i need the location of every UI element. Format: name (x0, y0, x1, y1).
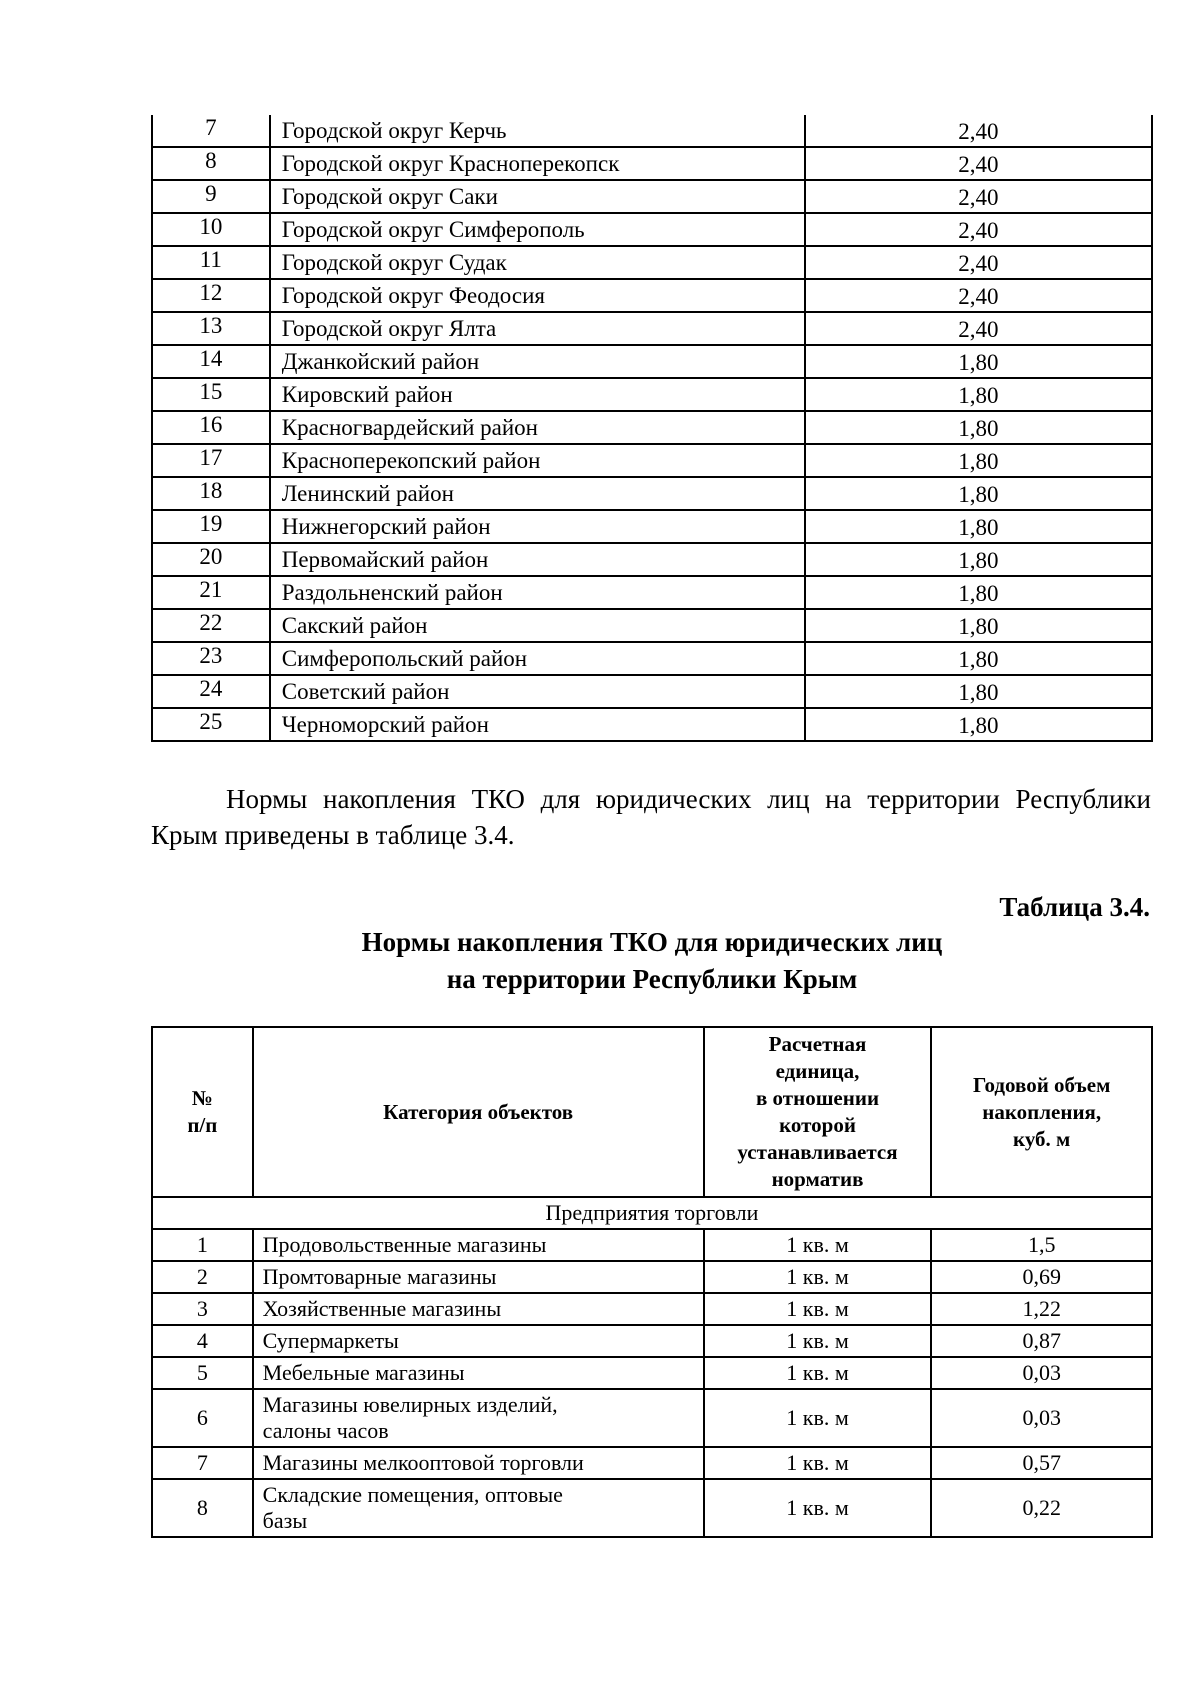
norm-value: 1,80 (805, 675, 1152, 708)
norm-value: 2,40 (805, 246, 1152, 279)
volume-value: 0,69 (931, 1261, 1152, 1293)
row-number: 4 (152, 1325, 253, 1357)
table-title-line-2: на территории Республики Крым (446, 964, 858, 994)
table-row (152, 411, 1152, 444)
municipality-name: Раздольненский район (270, 576, 805, 609)
table-row (152, 642, 1152, 675)
table-row (152, 378, 1152, 411)
row-number: 13 (152, 312, 270, 345)
volume-value: 0,03 (931, 1357, 1152, 1389)
row-number: 7 (152, 115, 270, 147)
table-row (152, 1229, 1152, 1261)
municipality-name: Нижнегорский район (270, 510, 805, 543)
volume-value: 0,57 (931, 1447, 1152, 1479)
table-row (152, 213, 1152, 246)
category-name: Хозяйственные магазины (253, 1293, 704, 1325)
norm-value: 1,80 (805, 378, 1152, 411)
category-name: Супермаркеты (253, 1325, 704, 1357)
unit-value: 1 кв. м (704, 1261, 932, 1293)
municipality-name: Городской округ Судак (270, 246, 805, 279)
table-row (152, 1389, 1152, 1447)
row-number: 18 (152, 477, 270, 510)
table-row (152, 345, 1152, 378)
municipality-name: Красноперекопский район (270, 444, 805, 477)
norm-value: 1,80 (805, 543, 1152, 576)
row-number: 17 (152, 444, 270, 477)
waste-norms-table-continued (151, 115, 1153, 742)
category-name: Продовольственные магазины (253, 1229, 704, 1261)
table-row (152, 312, 1152, 345)
municipality-name: Первомайский район (270, 543, 805, 576)
municipality-name: Городской округ Симферополь (270, 213, 805, 246)
row-number: 23 (152, 642, 270, 675)
norm-value: 2,40 (805, 312, 1152, 345)
municipality-name: Джанкойский район (270, 345, 805, 378)
unit-value: 1 кв. м (704, 1293, 932, 1325)
unit-value: 1 кв. м (704, 1479, 932, 1537)
table-row (152, 1447, 1152, 1479)
volume-value: 1,22 (931, 1293, 1152, 1325)
norm-value: 2,40 (805, 115, 1152, 147)
category-name: Магазины ювелирных изделий, салоны часов (253, 1389, 704, 1447)
row-number: 20 (152, 543, 270, 576)
row-number: 12 (152, 279, 270, 312)
category-name: Мебельные магазины (253, 1357, 704, 1389)
header-category: Категория объектов (253, 1027, 704, 1197)
row-number: 19 (152, 510, 270, 543)
row-number: 15 (152, 378, 270, 411)
table-row (152, 477, 1152, 510)
section-row (152, 1197, 1152, 1229)
header-volume: Годовой объем накопления, куб. м (931, 1027, 1152, 1197)
row-number: 1 (152, 1229, 253, 1261)
intro-paragraph: Нормы накопления ТКО для юридических лиц на территории Республики Крым приведены в таблице 3.4. (151, 784, 1151, 850)
table-row (152, 444, 1152, 477)
table-header-row (152, 1027, 1152, 1197)
row-number: 9 (152, 180, 270, 213)
table-title-line-1: Нормы накопления ТКО для юридических лиц (361, 927, 943, 957)
municipality-name: Городской округ Ялта (270, 312, 805, 345)
unit-value: 1 кв. м (704, 1389, 932, 1447)
table-row (152, 576, 1152, 609)
norm-value: 2,40 (805, 147, 1152, 180)
norm-value: 1,80 (805, 411, 1152, 444)
volume-value: 1,5 (931, 1229, 1152, 1261)
municipality-name: Симферопольский район (270, 642, 805, 675)
municipality-name: Ленинский район (270, 477, 805, 510)
header-num: № п/п (152, 1027, 253, 1197)
row-number: 11 (152, 246, 270, 279)
row-number: 8 (152, 147, 270, 180)
row-number: 21 (152, 576, 270, 609)
norm-value: 2,40 (805, 213, 1152, 246)
row-number: 6 (152, 1389, 253, 1447)
category-name: Промтоварные магазины (253, 1261, 704, 1293)
table-row (152, 708, 1152, 741)
volume-value: 0,22 (931, 1479, 1152, 1537)
municipality-name: Красногвардейский район (270, 411, 805, 444)
municipality-name: Городской округ Керчь (270, 115, 805, 147)
unit-value: 1 кв. м (704, 1229, 932, 1261)
legal-entities-norms-table (151, 1026, 1153, 1538)
row-number: 16 (152, 411, 270, 444)
norm-value: 1,80 (805, 477, 1152, 510)
row-number: 3 (152, 1293, 253, 1325)
table-row (152, 675, 1152, 708)
municipality-name: Черноморский район (270, 708, 805, 741)
table-row (152, 246, 1152, 279)
table-row (152, 1261, 1152, 1293)
norm-value: 1,80 (805, 510, 1152, 543)
municipality-name: Городской округ Саки (270, 180, 805, 213)
row-number: 8 (152, 1479, 253, 1537)
row-number: 25 (152, 708, 270, 741)
table-row (152, 147, 1152, 180)
header-unit: Расчетная единица, в отношении которой устанавливается норматив (704, 1027, 932, 1197)
municipality-name: Сакский район (270, 609, 805, 642)
norm-value: 1,80 (805, 444, 1152, 477)
norm-value: 1,80 (805, 642, 1152, 675)
row-number: 14 (152, 345, 270, 378)
municipality-name: Городской округ Красноперекопск (270, 147, 805, 180)
category-name: Складские помещения, оптовые базы (253, 1479, 704, 1537)
table-row (152, 1293, 1152, 1325)
municipality-name: Городской округ Феодосия (270, 279, 805, 312)
municipality-name: Советский район (270, 675, 805, 708)
municipality-name: Кировский район (270, 378, 805, 411)
norm-value: 2,40 (805, 180, 1152, 213)
norm-value: 1,80 (805, 576, 1152, 609)
row-number: 5 (152, 1357, 253, 1389)
category-name: Магазины мелкооптовой торговли (253, 1447, 704, 1479)
table-row (152, 279, 1152, 312)
row-number: 7 (152, 1447, 253, 1479)
section-title: Предприятия торговли (152, 1197, 1152, 1229)
table-row (152, 510, 1152, 543)
unit-value: 1 кв. м (704, 1325, 932, 1357)
table-row (152, 1325, 1152, 1357)
table-row (152, 1479, 1152, 1537)
table-row (152, 1357, 1152, 1389)
norm-value: 1,80 (805, 609, 1152, 642)
row-number: 2 (152, 1261, 253, 1293)
norm-value: 2,40 (805, 279, 1152, 312)
table-row (152, 180, 1152, 213)
row-number: 24 (152, 675, 270, 708)
unit-value: 1 кв. м (704, 1447, 932, 1479)
norm-value: 1,80 (805, 708, 1152, 741)
volume-value: 0,87 (931, 1325, 1152, 1357)
norm-value: 1,80 (805, 345, 1152, 378)
row-number: 10 (152, 213, 270, 246)
table-row (152, 609, 1152, 642)
table-row (152, 543, 1152, 576)
unit-value: 1 кв. м (704, 1357, 932, 1389)
table-row (152, 115, 1152, 147)
table-label: Таблица 3.4. (999, 892, 1150, 922)
row-number: 22 (152, 609, 270, 642)
volume-value: 0,03 (931, 1389, 1152, 1447)
